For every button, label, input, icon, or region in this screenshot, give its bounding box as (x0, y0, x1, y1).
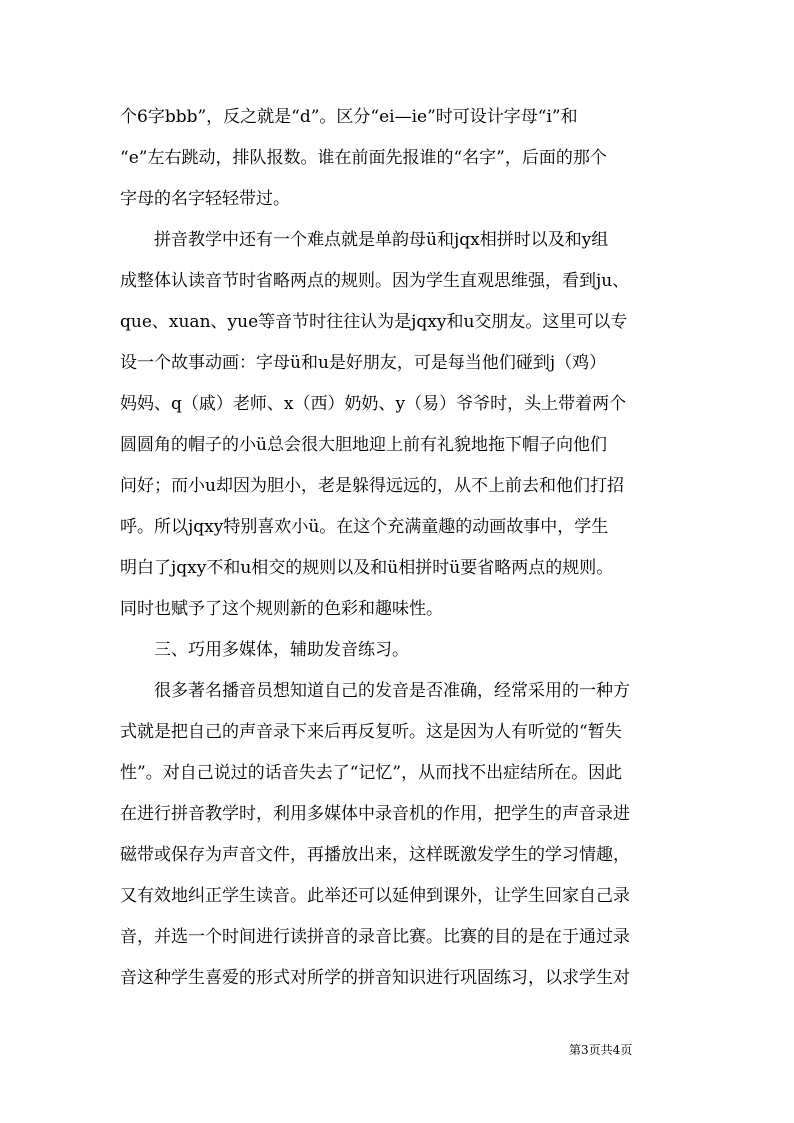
paragraph-start-line: 很多著名播音员想知道自己的发音是否准确，经常采用的一种方 (154, 681, 630, 701)
paragraph-start-line: 拼音教学中还有一个难点就是单韵母ü和jqx相拼时以及和y组 (154, 230, 609, 250)
text-line: 成整体认读音节时省略两点的规则。因为学生直观思维强，看到ju、 (120, 271, 630, 291)
text-line: “e”左右跳动，排队报数。谁在前面先报谁的“名字”，后面的那个 (120, 148, 607, 168)
text-line: 圆圆角的帽子的小ü总会很大胆地迎上前有礼貌地拖下帽子向他们 (120, 435, 607, 455)
text-line: 同时也赋予了这个规则新的色彩和趣味性。 (120, 599, 443, 619)
text-line: 呼。所以jqxy特别喜欢小ü。在这个充满童趣的动画故事中，学生 (120, 517, 609, 537)
text-line: que、xuan、yue等音节时往往认为是jqxy和u交朋友。这里可以专 (120, 312, 628, 332)
text-line: 妈妈、q（戚）老师、x（西）奶奶、y（易）爷爷时，头上带着两个 (120, 394, 627, 414)
text-line: 性”。对自己说过的话音失去了“记忆”，从而找不出症结所在。因此 (120, 763, 623, 783)
text-line: 磁带或保存为声音文件，再播放出来，这样既激发学生的学习情趣， (120, 845, 630, 865)
text-line: 个6字bbb”，反之就是“d”。区分“ei—ie”时可设计字母“i”和 (120, 107, 578, 127)
text-line: 音，并选一个时间进行读拼音的录音比赛。比赛的目的是在于通过录 (120, 927, 630, 947)
text-line: 音这种学生喜爱的形式对所学的拼音知识进行巩固练习，以求学生对 (120, 968, 630, 988)
body-text (120, 97, 680, 999)
text-line: 又有效地纠正学生读音。此举还可以延伸到课外，让学生回家自己录 (120, 886, 630, 906)
text-line: 式就是把自己的声音录下来后再反复听。这是因为人有听觉的“暂失 (120, 722, 622, 742)
text-line: 问好；而小u却因为胆小，老是躲得远远的，从不上前去和他们打招 (120, 476, 624, 496)
page-number-footer: 第3页共4页 (569, 1043, 633, 1057)
section-heading: 三、巧用多媒体，辅助发音练习。 (154, 640, 409, 660)
text-line: 在进行拼音教学时，利用多媒体中录音机的作用，把学生的声音录进 (120, 804, 630, 824)
text-line: 字母的名字轻轻带过。 (120, 189, 290, 209)
text-line: 明白了jqxy不和u相交的规则以及和ü相拼时ü要省略两点的规则。 (120, 558, 614, 578)
text-line: 设一个故事动画：字母ü和u是好朋友，可是每当他们碰到j（鸡） (120, 353, 607, 373)
